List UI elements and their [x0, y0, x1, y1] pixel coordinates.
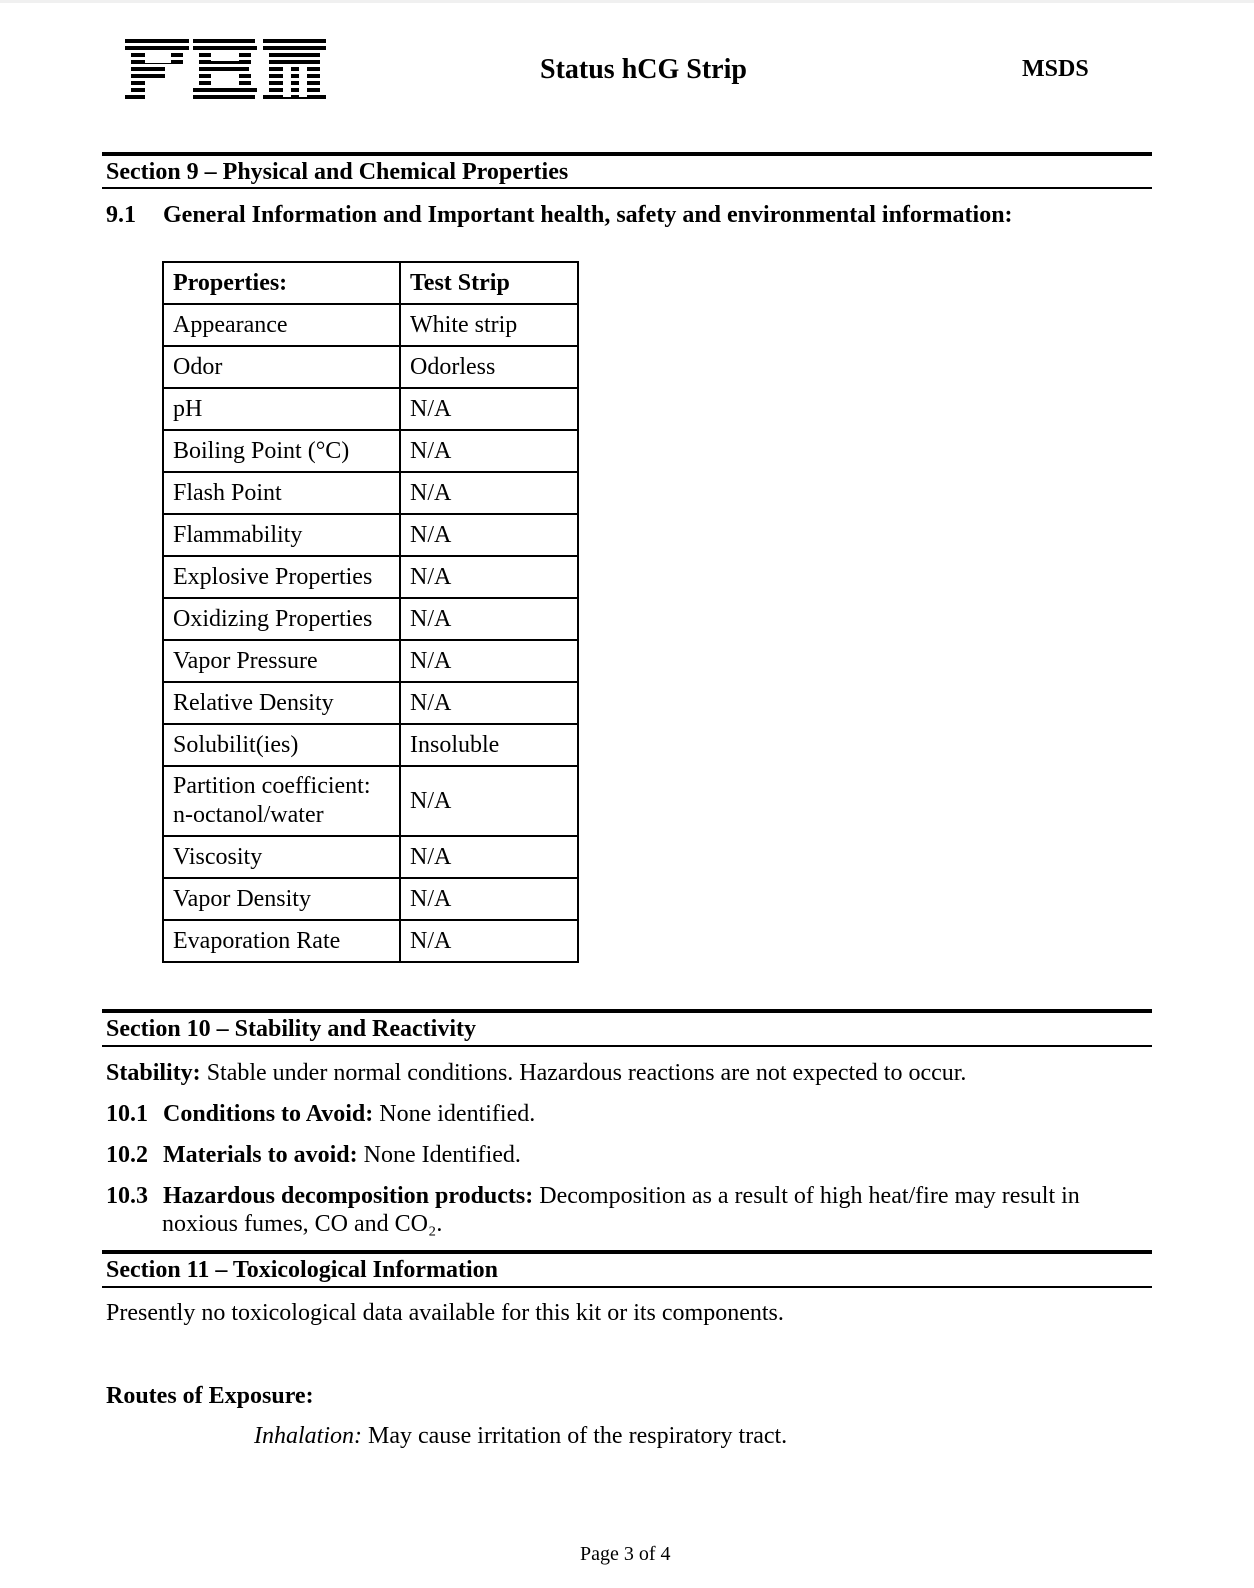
item-text: None identified.: [373, 1101, 536, 1127]
stability-statement: [106, 1060, 966, 1087]
property-name: Explosive Properties: [163, 556, 400, 598]
table-row: [163, 836, 578, 878]
inhalation-text: May cause irritation of the respiratory tract.: [362, 1423, 788, 1449]
property-name: Oxidizing Properties: [163, 598, 400, 640]
logo-counter: [211, 51, 239, 61]
inhalation-label: Inhalation:: [254, 1423, 362, 1449]
column-header-properties: Properties:: [163, 262, 400, 304]
logo-stripe: [263, 46, 326, 50]
subsection-title: General Information and Important health, safety and environmental information:: [163, 202, 1013, 228]
table-row: [163, 346, 578, 388]
item-10-2: [106, 1142, 521, 1169]
property-name: Evaporation Rate: [163, 920, 400, 962]
section-divider: [102, 1250, 1152, 1254]
table-row: [163, 388, 578, 430]
logo-stripe: [193, 39, 255, 43]
logo-stripe: [269, 74, 320, 78]
logo-counter: [283, 67, 291, 97]
logo-stripe: [131, 88, 147, 92]
item-text: Decomposition as a result of high heat/fire may result in: [533, 1183, 1080, 1209]
logo-stripe: [193, 88, 257, 92]
table-row: [163, 640, 578, 682]
stability-text: Stable under normal conditions. Hazardous reactions are not expected to occur.: [200, 1060, 967, 1086]
pbm-logo: [123, 37, 328, 99]
property-value: N/A: [400, 836, 578, 878]
section-divider: [102, 1009, 1152, 1013]
item-text: None Identified.: [357, 1142, 521, 1168]
property-name: Viscosity: [163, 836, 400, 878]
property-name: Vapor Density: [163, 878, 400, 920]
table-row: [163, 682, 578, 724]
logo-stripe: [193, 46, 257, 50]
document-type: MSDS: [1022, 56, 1089, 82]
logo-counter: [211, 73, 239, 85]
property-name: Appearance: [163, 304, 400, 346]
property-value: N/A: [400, 682, 578, 724]
logo-stripe: [131, 74, 165, 78]
table-row: [163, 878, 578, 920]
property-name: Odor: [163, 346, 400, 388]
section-9-heading: Section 9 – Physical and Chemical Properties: [106, 159, 569, 185]
property-value: N/A: [400, 640, 578, 682]
page-number: Page 3 of 4: [580, 1543, 671, 1565]
item-number: 10.2: [106, 1142, 148, 1168]
table-row: [163, 598, 578, 640]
item-label: Hazardous decomposition products:: [163, 1183, 534, 1209]
item-number: 10.3: [106, 1183, 148, 1209]
page-top-edge: [0, 0, 1254, 3]
table-row: [163, 920, 578, 962]
table-header-row: [163, 262, 578, 304]
logo-counter: [145, 51, 171, 63]
item-10-3-continued: noxious fumes, CO and CO₂.: [162, 1211, 443, 1237]
property-value: N/A: [400, 556, 578, 598]
logo-stripe: [131, 81, 147, 85]
logo-stripe: [199, 67, 249, 71]
property-value: N/A: [400, 766, 578, 836]
property-value: N/A: [400, 388, 578, 430]
toxicology-text: Presently no toxicological data available for this kit or its components.: [106, 1300, 784, 1326]
section-divider: [102, 187, 1152, 189]
item-label: Materials to avoid:: [163, 1142, 358, 1168]
property-name: pH: [163, 388, 400, 430]
document-title: Status hCG Strip: [540, 54, 747, 85]
logo-stripe: [269, 88, 320, 92]
item-label: Conditions to Avoid:: [163, 1101, 374, 1127]
property-name: Flash Point: [163, 472, 400, 514]
table-row: [163, 766, 578, 836]
property-name: Vapor Pressure: [163, 640, 400, 682]
table-row: [163, 472, 578, 514]
logo-stripe: [131, 67, 165, 71]
property-value: N/A: [400, 920, 578, 962]
logo-stripe: [125, 46, 189, 50]
section-divider: [102, 1286, 1152, 1288]
property-name: Boiling Point (°C): [163, 430, 400, 472]
logo-stripe: [193, 95, 255, 99]
logo-stripe: [269, 81, 320, 85]
section-divider: [102, 152, 1152, 156]
logo-counter: [299, 67, 307, 97]
table-row: [163, 514, 578, 556]
column-header-test-strip: Test Strip: [400, 262, 578, 304]
properties-table: [162, 261, 579, 963]
property-name: Relative Density: [163, 682, 400, 724]
logo-counter: [145, 81, 189, 99]
property-name: Flammability: [163, 514, 400, 556]
table-row: [163, 430, 578, 472]
logo-stripe: [263, 39, 326, 43]
section-10-heading: Section 10 – Stability and Reactivity: [106, 1016, 476, 1042]
property-value: Insoluble: [400, 724, 578, 766]
inhalation-statement: [254, 1423, 787, 1450]
logo-stripe: [269, 67, 320, 71]
routes-heading: Routes of Exposure:: [106, 1383, 314, 1409]
logo-stripe: [269, 60, 320, 64]
property-value: White strip: [400, 304, 578, 346]
property-value: Odorless: [400, 346, 578, 388]
subsection-9-1: [106, 202, 1013, 229]
logo-stripe: [269, 53, 320, 57]
property-value: N/A: [400, 598, 578, 640]
property-value: N/A: [400, 430, 578, 472]
logo-stripe: [263, 95, 326, 99]
item-10-1: [106, 1101, 535, 1128]
item-number: 10.1: [106, 1101, 148, 1127]
stability-label: Stability:: [106, 1060, 201, 1086]
table-row: [163, 724, 578, 766]
section-divider: [102, 1045, 1152, 1047]
property-name: Partition coefficient: n-octanol/water: [163, 766, 400, 836]
subsection-number: 9.1: [106, 202, 136, 228]
property-name: Solubilit(ies): [163, 724, 400, 766]
property-value: N/A: [400, 514, 578, 556]
table-row: [163, 304, 578, 346]
property-value: N/A: [400, 472, 578, 514]
section-11-heading: Section 11 – Toxicological Information: [106, 1257, 499, 1283]
table-row: [163, 556, 578, 598]
logo-stripe: [125, 39, 189, 43]
property-value: N/A: [400, 878, 578, 920]
item-10-3: [106, 1183, 1080, 1210]
